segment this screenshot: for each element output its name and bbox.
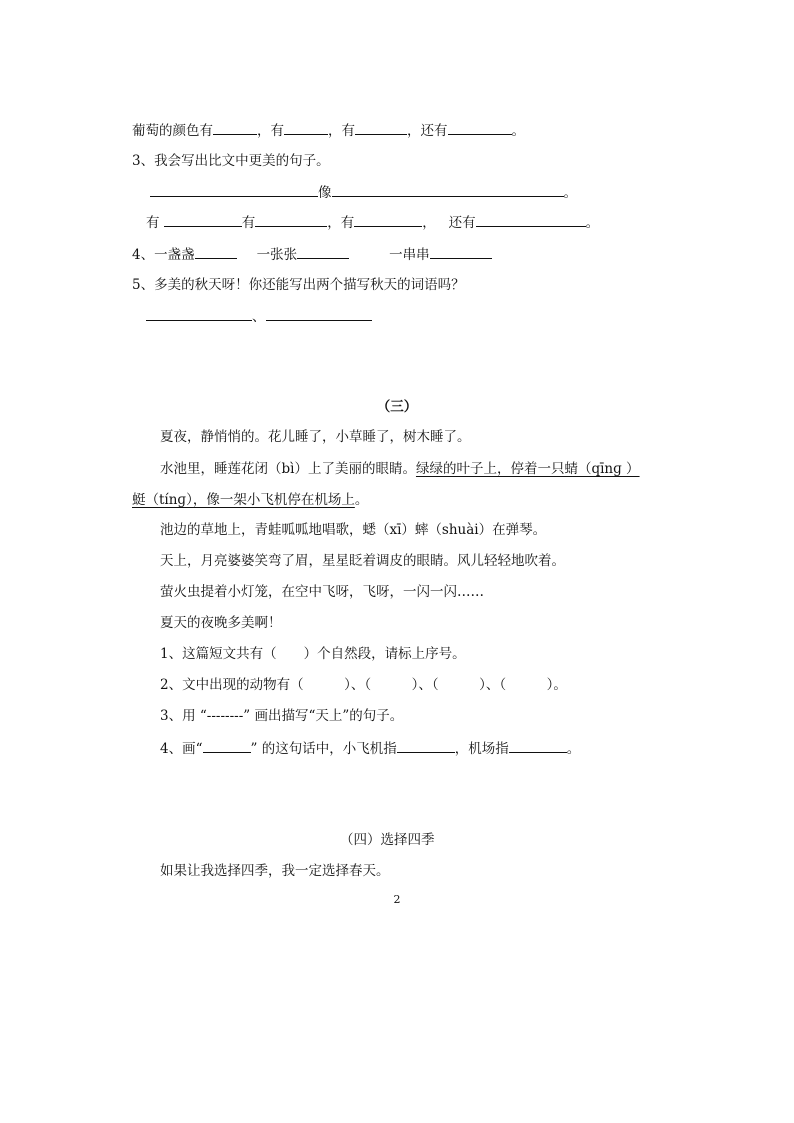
question-1: 1、这篇短文共有（ ）个自然段，请标上序号。 [160, 646, 466, 662]
section-4-paragraph-1: 如果让我选择四季，我一定选择春天。 [160, 863, 390, 879]
paragraph-5: 萤火虫提着小灯笼，在空中飞呀，飞呀，一闪一闪…… [160, 584, 484, 600]
paragraph-2: 水池里，睡莲花闭（bì）上了美丽的眼睛。绿绿的叶子上，停着一只蜻（qīnɡ ） [160, 461, 640, 477]
grape-color-question: 葡萄的颜色有 ，有 ，有 ，还有 。 [132, 120, 525, 140]
section-3-title: （三） [376, 399, 418, 415]
answer-blank[interactable] [164, 212, 242, 227]
answer-blank[interactable] [213, 120, 257, 135]
paragraph-2-continued: 蜓（tínɡ），像一架小飞机停在机场上。 [132, 492, 369, 508]
answer-blank[interactable] [397, 738, 455, 753]
underlined-sentence: 蜓（tínɡ），像一架小飞机停在机场上 [132, 492, 355, 508]
answer-blank[interactable] [332, 182, 564, 197]
question-3-heading: 3、我会写出比文中更美的句子。 [132, 153, 330, 169]
answer-blank[interactable] [448, 120, 512, 135]
answer-blank[interactable] [297, 244, 349, 259]
question-2: 2、文中出现的动物有（ ）、（ ）、（ ）、（ ）。 [160, 677, 567, 693]
answer-blank[interactable] [430, 244, 492, 259]
question-4-measure-words: 4、一盏盏 一张张 一串串 [132, 244, 492, 264]
answer-blank[interactable] [355, 120, 407, 135]
xiang-sentence-line: 像 。 [150, 182, 577, 202]
answer-blank[interactable] [509, 738, 567, 753]
question-5-heading: 5、多美的秋天呀！你还能写出两个描写秋天的词语吗？ [132, 277, 465, 293]
autumn-words-line: 、 [146, 306, 372, 326]
answer-blank[interactable] [203, 738, 251, 753]
page-number: 2 [393, 893, 401, 906]
answer-blank[interactable] [255, 212, 327, 227]
answer-blank[interactable] [284, 120, 328, 135]
question-3: 3、用 “--------” 画出描写“天上”的句子。 [160, 708, 404, 724]
answer-blank[interactable] [195, 244, 237, 259]
answer-blank[interactable] [266, 306, 372, 321]
paragraph-6: 夏天的夜晚多美啊！ [160, 615, 282, 631]
answer-blank[interactable] [354, 212, 422, 227]
answer-blank[interactable] [150, 182, 318, 197]
answer-blank[interactable] [146, 306, 252, 321]
answer-blank[interactable] [476, 212, 586, 227]
paragraph-1: 夏夜，静悄悄的。花儿睡了，小草睡了，树木睡了。 [160, 429, 471, 445]
you-sentence-line: 有 有 ，有 ， 还有 。 [146, 212, 599, 232]
underlined-sentence: 绿绿的叶子上，停着一只蜻（qīnɡ ） [415, 461, 640, 477]
question-4: 4、画“ ” 的这句话中，小飞机指 ，机场指 。 [160, 738, 580, 758]
paragraph-3: 池边的草地上，青蛙呱呱地唱歌，蟋（xī）蟀（shuài）在弹琴。 [160, 522, 547, 538]
section-4-title: （四）选择四季 [340, 832, 435, 848]
paragraph-4: 天上，月亮婆婆笑弯了眉，星星眨着调皮的眼睛。风儿轻轻地吹着。 [160, 553, 565, 569]
